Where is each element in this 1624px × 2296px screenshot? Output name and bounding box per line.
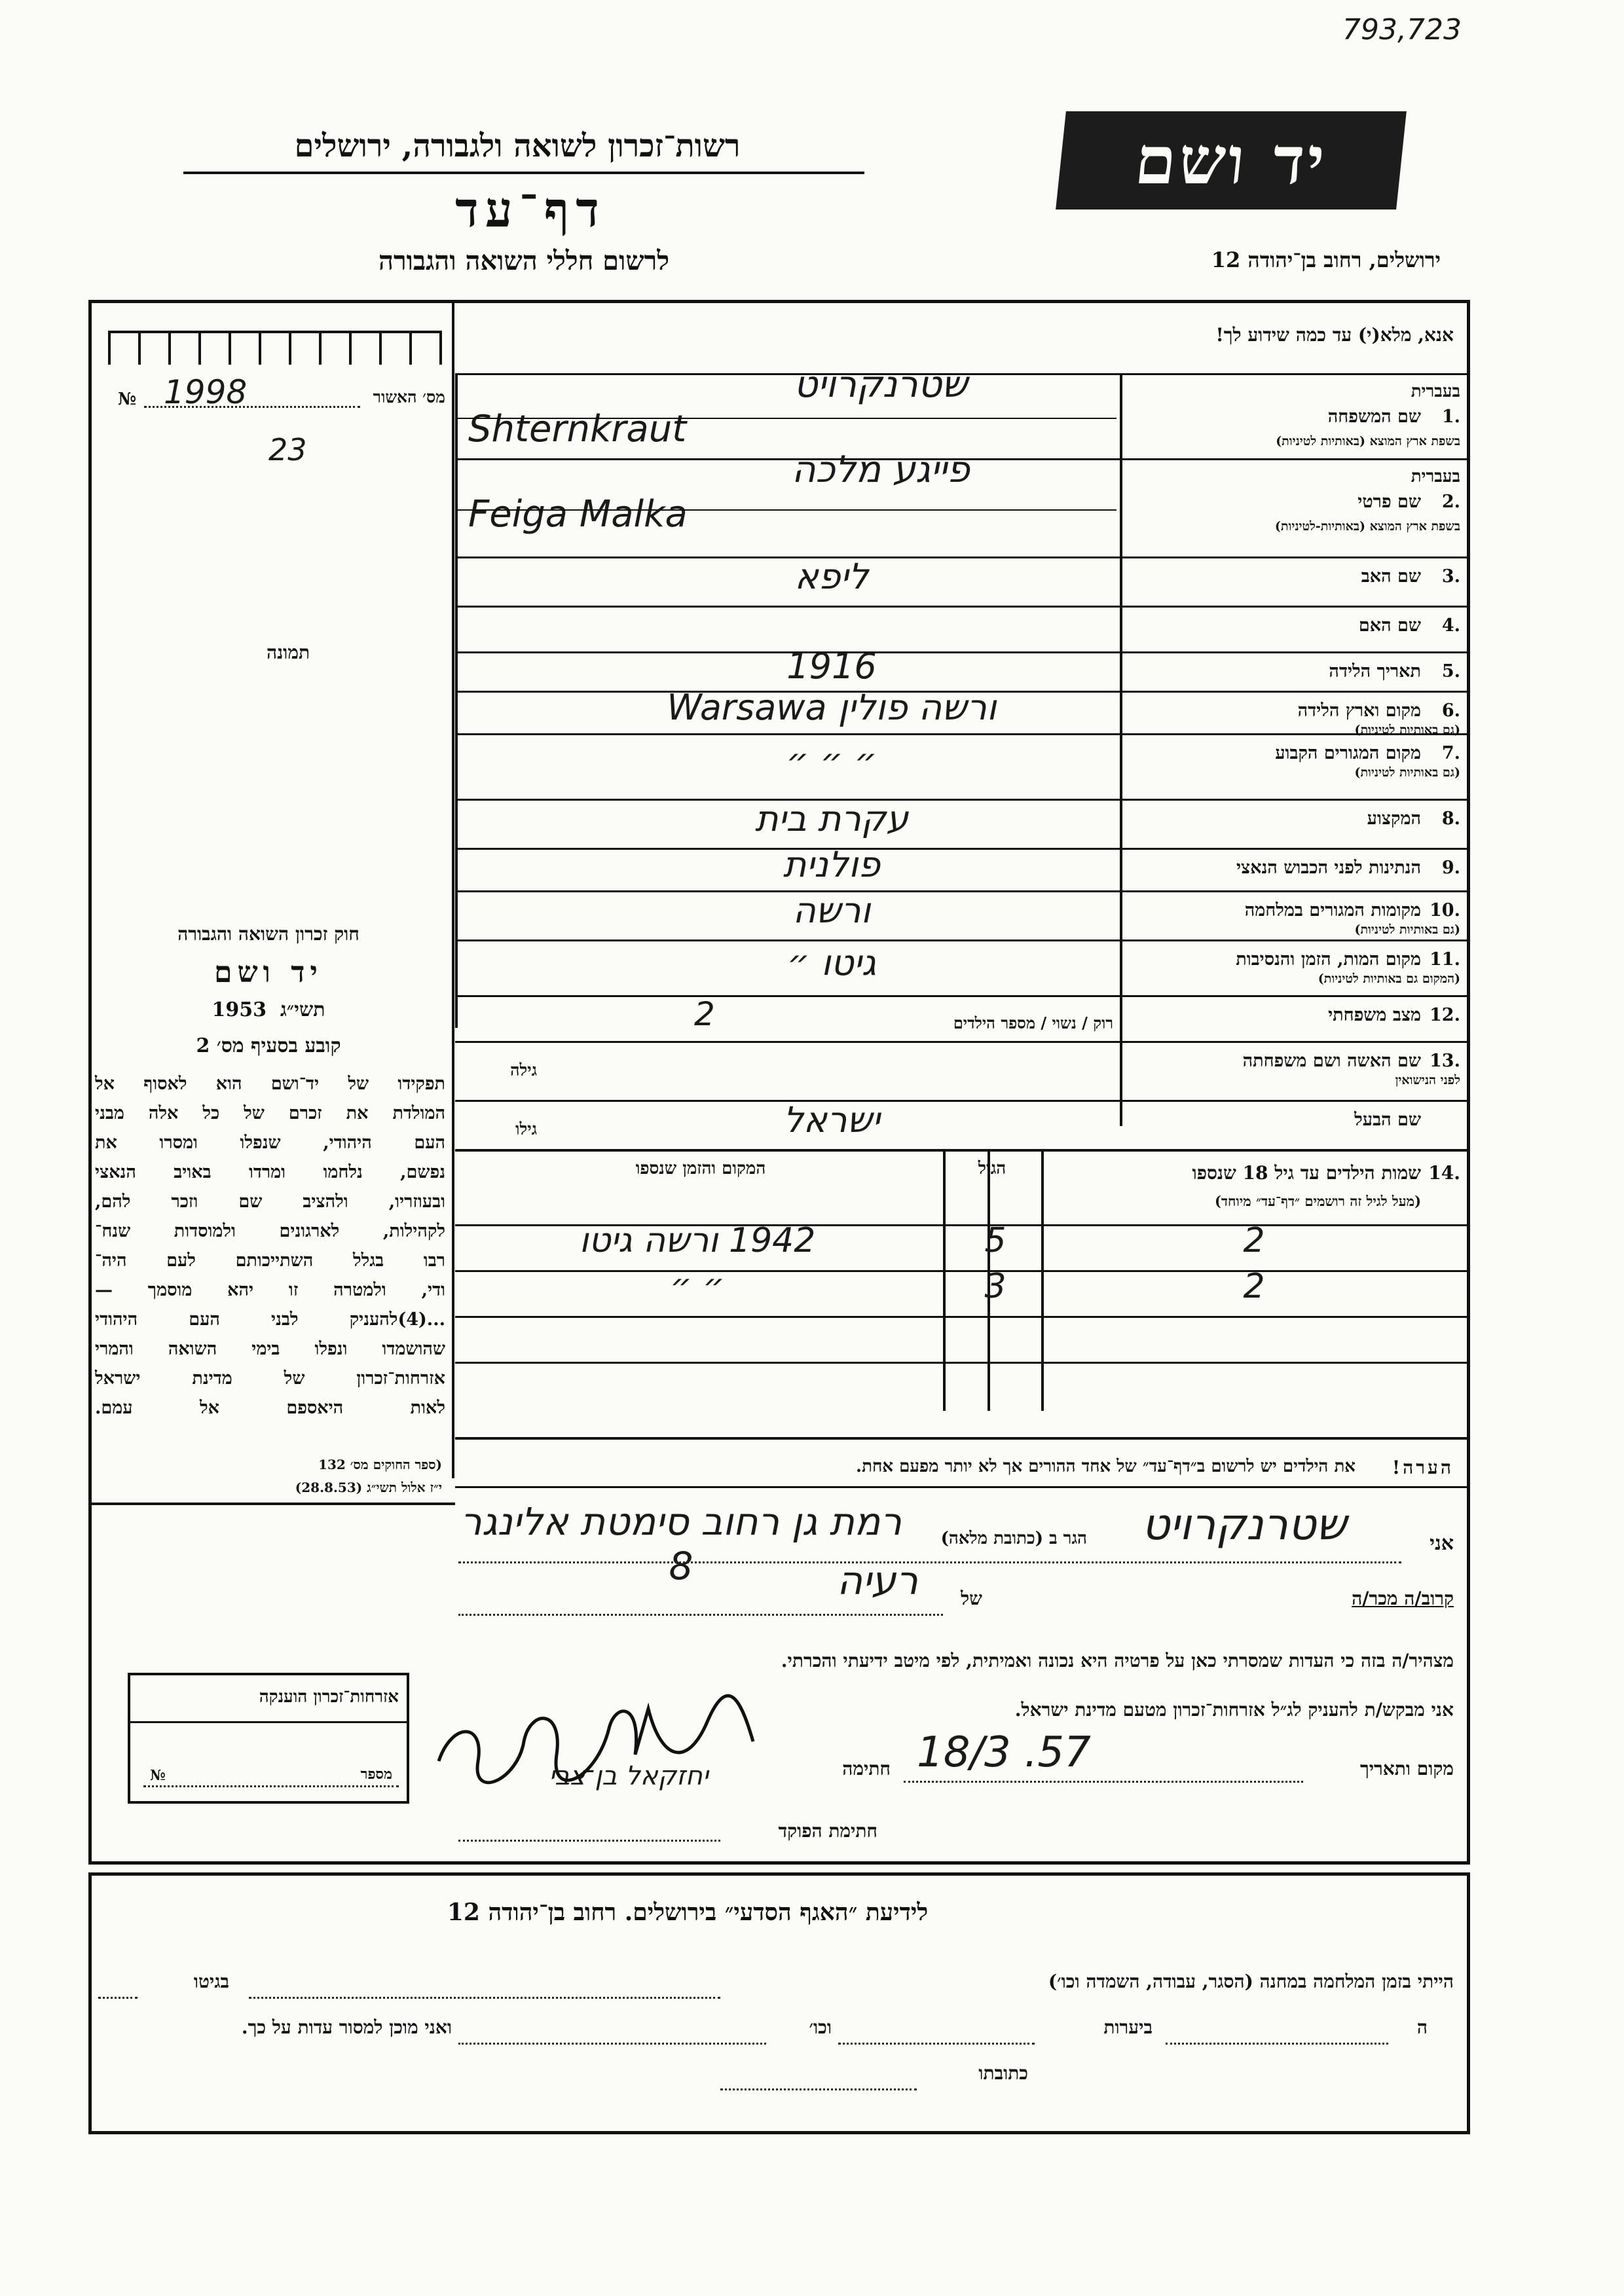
footer-line2-fill-b <box>838 2043 1035 2045</box>
field-value: ישראל <box>783 1099 880 1140</box>
approval-no-sub: 23 <box>268 432 307 467</box>
footer-line2-fill-a <box>1166 2043 1388 2045</box>
field-hint: בעברית <box>1411 467 1460 486</box>
child-place: ״ ״ <box>670 1267 725 1306</box>
law-text-line: לקהילות, לארגונים ולמוסדות שנח־ <box>95 1221 445 1241</box>
field-num: 2. <box>1441 492 1460 512</box>
field-value-latin: Feiga Malka <box>468 493 688 536</box>
declarant-address-label: הגר ב (כתובת מלאה) <box>940 1529 1087 1548</box>
field-value: פולנית <box>783 843 881 885</box>
field-num: 10. <box>1430 900 1460 920</box>
date-value: 18/3 .57 <box>917 1728 1091 1777</box>
children-row <box>455 1362 1470 1410</box>
field-label: מקומות המגורים במלחמה <box>1244 900 1421 920</box>
field-sublabel: (גם באותיות לטיניות) <box>1354 723 1460 737</box>
field-sublabel: (גם באותיות לטיניות) <box>1354 765 1460 780</box>
field-value: 1916 <box>786 646 877 687</box>
children-title: שמות הילדים עד גיל 18 שנספו <box>1192 1162 1421 1184</box>
children-col-place: המקום והזמן שנספו <box>635 1159 766 1178</box>
children-note: (מעל לגיל זה רושמים ״דף־עד״ מיוחד) <box>1214 1193 1421 1209</box>
field-row-11 <box>455 939 1470 997</box>
footer-line1-tail <box>98 1997 138 1999</box>
form-instruction: אנא, מלא(י) עד כמה שידוע לך! <box>1215 324 1454 346</box>
archive-number: 793,723 <box>1342 13 1462 46</box>
relation-line <box>458 1614 943 1616</box>
field-sublabel: (גם באותיות לטיניות) <box>1354 922 1460 937</box>
of-label: של <box>961 1588 982 1609</box>
declaration-text: מצהיר/ה בזה כי העדות שמסרתי כאן על פרטיה היא נכונה ואמיתית, לפי מיטב ידיעתי והכרתי. <box>781 1650 1454 1671</box>
law-box-bottom <box>88 1503 455 1505</box>
page-subtitle: לרשום חללי השואה והגבורה <box>378 246 670 276</box>
law-text-line: אזרחות־זכרון של מדינת ישראל <box>95 1368 445 1389</box>
law-name: יד ושם <box>214 956 323 989</box>
field-value-hebrew: שטרנקרויט <box>794 363 968 406</box>
field-label: שם האב <box>1361 566 1421 587</box>
field-value-latin: Shternkraut <box>468 408 687 450</box>
law-text-line: ודי, ולמטרה זו יהא מוסמך — <box>95 1280 445 1300</box>
field-num: 13. <box>1430 1051 1460 1071</box>
signature-label: חתימה <box>842 1758 891 1779</box>
child-name: 2 <box>1243 1267 1265 1306</box>
field-row-2 <box>455 448 1470 558</box>
footer-line2-b: ביערות <box>1103 2016 1153 2038</box>
certificate-number-label: מספר <box>360 1766 392 1783</box>
marital-options: רוק / נשוי / מספר הילדים <box>953 1013 1113 1032</box>
law-year-hebrew: תשי״ג <box>280 998 325 1021</box>
children-num: 14. <box>1428 1162 1460 1184</box>
certifier-line <box>458 1840 720 1842</box>
relation-value: רעיה <box>836 1558 919 1604</box>
field-sublabel: (המקום גם באותיות לטיניות) <box>1318 972 1460 986</box>
children-table-top <box>455 1149 1470 1152</box>
field-hint: בעברית <box>1411 382 1460 401</box>
field-num: 7. <box>1441 743 1460 763</box>
field-label: שם האשה ושם משפחתה <box>1242 1051 1421 1071</box>
field-value: ״ ״ ״ <box>786 740 877 782</box>
place-date-line <box>904 1781 1303 1783</box>
field-value-hebrew: פייגע מלכה <box>791 448 970 491</box>
approval-no-symbol: № <box>118 390 137 409</box>
certifier-label: חתימת הפוקד <box>778 1820 877 1842</box>
request-text: אני מבקש/ת להעניק לג״ל אזרחות־זכרון מטעם מדינת ישראל. <box>1014 1699 1454 1721</box>
law-text-line: תפקידו של יד־ושם הוא לאסוף אל <box>95 1074 445 1094</box>
law-text-line: נפשם, נלחמו ומרדו באויב הנאצי <box>95 1162 445 1182</box>
law-text-line: שהושמדו ונפלו בימי השואה והמרי <box>95 1339 445 1359</box>
authority-underline <box>183 172 864 174</box>
child-name: 2 <box>1243 1221 1265 1260</box>
marital-children-count: 2 <box>694 995 715 1033</box>
footer-line2-c: וכו׳ <box>809 2016 832 2038</box>
field-row-13 <box>455 1041 1470 1102</box>
field-num: 4. <box>1441 615 1460 636</box>
footer-line3: כתובתו <box>978 2062 1028 2084</box>
law-text-line: ...(4)להעניק לבני העם היהודי <box>95 1309 445 1330</box>
footer-line1-fill <box>249 1997 720 1999</box>
law-section: קובע בסעיף מס׳ 2 <box>196 1034 341 1057</box>
child-age: 5 <box>984 1221 1006 1260</box>
law-heading: חוק זכרון השואה והגבורה <box>177 923 360 945</box>
approval-no-value: 1998 <box>164 373 248 411</box>
note-top <box>455 1437 1470 1440</box>
logo <box>1056 111 1407 210</box>
law-year <box>92 998 445 1021</box>
children-row <box>455 1267 1470 1318</box>
field-label: שם המשפחה <box>1327 407 1421 427</box>
field-row-10 <box>455 890 1470 941</box>
footer-line2-a: ה <box>1416 2016 1428 2038</box>
certificate-box <box>128 1673 409 1804</box>
photo-label: תמונה <box>266 642 310 663</box>
children-row <box>455 1221 1470 1272</box>
law-text-line: העם היהודי, שנפלו ומסרו את <box>95 1133 445 1153</box>
footer-line2-fill-c <box>458 2043 766 2045</box>
field-sublabel: לפני הנישואין <box>1395 1073 1460 1087</box>
field-label: שם הבעל <box>1354 1110 1421 1130</box>
declarant-i-label: אני <box>1430 1532 1454 1555</box>
field-num: 3. <box>1441 566 1460 587</box>
field-value: גיטו ״ <box>786 941 877 983</box>
children-col-age: הגיל <box>978 1159 1006 1178</box>
place-date-label: מקום ותאריך <box>1359 1758 1454 1779</box>
footer-line1-start: הייתי בזמן המלחמה במחנה (הסגר, עבודה, השמדה וכו׳) <box>1048 1971 1454 1992</box>
field-num: 6. <box>1441 701 1460 721</box>
note-text: את הילדים יש לרשום ב״דף־עד״ של אחד ההורים אך לא יותר מפעם אחת. <box>856 1457 1356 1476</box>
field-label: הנתינות לפני הכבוש הנאצי <box>1236 858 1421 878</box>
field-num: 11. <box>1430 949 1460 970</box>
field-num: 9. <box>1441 858 1460 878</box>
relative-label: קרוב/ה מכר/ה <box>1352 1588 1454 1609</box>
signature-name: יחזקאל בן־צבי <box>549 1761 709 1791</box>
footer-title: לידיעת ״האגף הסדעי״ בירושלים. רחוב בן־יהודה 12 <box>447 1899 929 1926</box>
declarant-name: שטרנקרויט <box>1141 1499 1347 1550</box>
law-source-1: (ספר החוקים מס׳ 132 <box>318 1457 442 1472</box>
field-label: תאריך הלידה <box>1329 661 1421 682</box>
signature-mark <box>426 1683 766 1800</box>
certificate-title: אזרחות־זכרון הוענקה <box>259 1687 399 1707</box>
authority-name: רשות־זכרון לשואה ולגבורה, ירושלים <box>294 128 741 164</box>
field-num: 12. <box>1430 1005 1460 1025</box>
field-label: מקום המגורים הקבוע <box>1275 743 1421 763</box>
field-divider <box>455 418 1116 419</box>
field-row-6 <box>455 686 1470 737</box>
field-value: ליפא <box>794 555 869 597</box>
left-column-divider <box>452 300 454 1478</box>
law-text-line: ובעוזריו, ולהציב שם וזכר להם, <box>95 1192 445 1212</box>
footer-line3-fill <box>720 2088 917 2090</box>
note-label: הערה! <box>1392 1457 1454 1478</box>
field-sublabel: בשפת ארץ המוצא (באותיות-לטיניות) <box>1274 519 1460 534</box>
field-row-7 <box>455 733 1470 801</box>
footer-line2-d: ואני מוכן למסור עדות על כך. <box>241 2016 452 2038</box>
field-value: ורשה פולין Warsawa <box>667 686 997 728</box>
field-row-1 <box>455 363 1470 460</box>
field-row-8 <box>455 799 1470 850</box>
field-row-9 <box>455 843 1470 892</box>
note-bottom <box>455 1486 1470 1488</box>
field-row-14 <box>455 1100 1470 1151</box>
field-num: 8. <box>1441 809 1460 829</box>
certificate-number-symbol: № <box>150 1767 166 1784</box>
logo-text: יד ושם <box>1131 122 1331 199</box>
field-value: עקרת בית <box>754 797 909 839</box>
field-num: 5. <box>1441 661 1460 682</box>
field-label: שם האם <box>1358 615 1421 636</box>
husband-age-label: גילו <box>515 1120 537 1139</box>
declarant-address: רמת גן רחוב סימטת אלינגר 8 <box>460 1499 902 1588</box>
field-divider <box>455 509 1116 511</box>
child-age: 3 <box>984 1267 1006 1306</box>
field-num: 1. <box>1441 407 1460 427</box>
page-title: דף־עד <box>455 182 606 238</box>
field-label: מקום המות, הזמן והנסיבות <box>1236 949 1421 970</box>
field-value: ורשה <box>792 889 871 931</box>
law-text-line: המולדת את זכרם של כל אלה מבני <box>95 1103 445 1123</box>
field-sublabel: בשפת ארץ המוצא (באותיות לטיניות) <box>1276 434 1460 448</box>
law-source-2: י״ז אלול תשי״ג (28.8.53) <box>295 1480 442 1495</box>
footer-line1-end: בגיטו <box>193 1971 229 1992</box>
field-label: מצב משפחתי <box>1328 1005 1421 1025</box>
child-place: 1942 ורשה גיטו <box>579 1221 816 1260</box>
law-text-line: רבו בגלל השתייכותם לעם היה־ <box>95 1250 445 1271</box>
field-label: מקום וארץ הלידה <box>1297 701 1421 721</box>
approval-no-line <box>144 406 360 408</box>
wife-age-label: גילה <box>510 1061 537 1080</box>
field-label: המקצוע <box>1367 809 1421 829</box>
law-year-number: 1953 <box>212 998 267 1021</box>
approval-no-label: מס׳ האשור <box>373 388 445 407</box>
children-row <box>455 1316 1470 1364</box>
field-label: שם פרטי <box>1357 492 1421 512</box>
law-text-line: לאות היאספם אל עמם. <box>95 1398 445 1418</box>
approval-ticks <box>108 331 442 365</box>
header-address: ירושלים, רחוב בן־יהודה 12 <box>1211 247 1441 272</box>
field-row-3 <box>455 556 1470 608</box>
